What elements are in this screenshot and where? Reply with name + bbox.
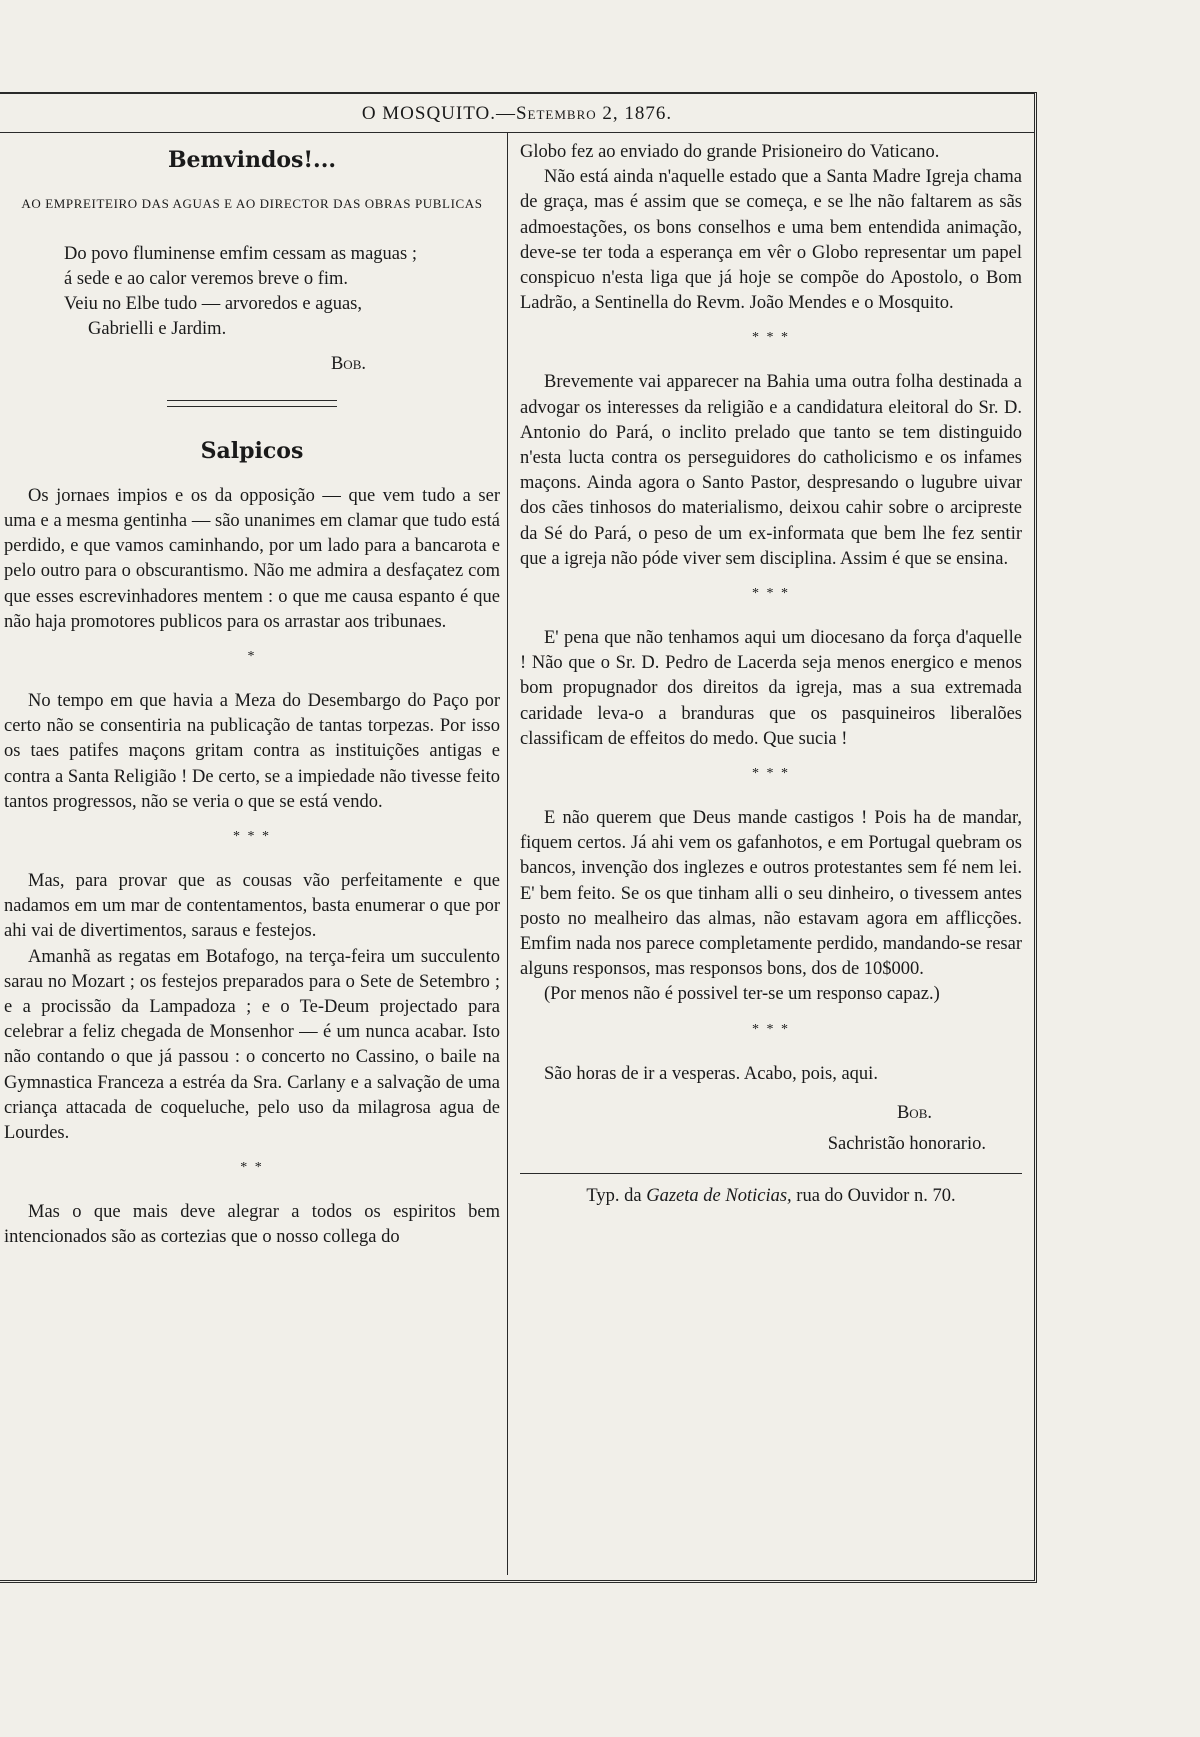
section-separator: * * * [233,829,271,845]
section-separator: * * [240,1160,264,1176]
section-separator: * * * [752,330,790,346]
paragraph: Amanhã as regatas em Botafogo, na terça-feira um succulento sarau no Mozart ; os festejos preparados para o Sete de Setembro ; e a procissão da Lampadoza ; e o Te-Deum projectado para celebrar a feliz chegada de Monsenhor — é um nunca acabar. Isto não contando o que já passou : o concerto no Cassino, o baile na Gymnastica Franceza a estréa da Sra. Carlany e a salvação de uma criança attacada de coqueluche, pelo uso da milagrosa agua de Lourdes. [4,946,500,1144]
column-divider [507,133,508,1575]
section-separator: * [247,649,257,665]
section-separator: * * * [752,1021,790,1037]
article-title-bemvindos: Bemvindos!... [167,147,337,173]
poem-line: Do povo fluminense emfim cessam as maguas ; [64,244,417,265]
paragraph: Brevemente vai apparecer na Bahia uma outra folha destinada a advogar os interesses da religião e a candidatura eleitoral do Sr. D. Antonio do Pará, o inclito prelado que tanto se tem distinguido n'esta lucta contra os perseguidores do catholicismo e os infames maçons. Ainda agora o Santo Pastor, despresando o lugubre uivar dos cães tinhosos do materialismo, deixou cahir sobre o arcipreste da Sé do Pará, o peso de um ex-informata que bem lhe fez sentir que a igreja não póde viver sem disciplina. Assim é que se ensina. [520,372,1022,569]
paragraph: (Por menos não é possivel ter-se um responso capaz.) [544,984,940,1005]
poem-line: Gabrielli e Jardim. [88,319,227,340]
right-column [520,140,1022,1210]
header-month: Setembro [515,103,597,124]
page-header [0,96,1034,133]
paragraph: Mas o que mais deve alegrar a todos os espiritos bem intencionados são as cortezias que o nosso collega do [4,1202,500,1248]
section-separator: * * * [752,586,790,602]
poem [4,242,500,342]
paragraph: Os jornaes impios e os da opposição — que vem tudo a ser uma e a mesma gentinha — são unanimes em clamar que tudo está perdido, e que vamos caminhando, por um lado para a bancarota e pelo outro para o obscurantismo. Não me admira a desfaçatez com que esses escrevinhadores mentem : o que me causa espanto é que não haja promotores publicos para os arrastar aos tribunaes. [4,485,500,632]
dedication-line: AO EMPREITEIRO DAS AGUAS E AO DIRECTOR DAS OBRAS PUBLICAS [21,196,483,212]
imprint-gazette: Gazeta de Noticias, [646,1186,792,1207]
section-separator: * * * [752,766,790,782]
paragraph: Não está ainda n'aquelle estado que a Santa Madre Igreja chama de graça, mas é assim que se começa, e se lhe não faltarem as sãs admoestações, os bons conselhos e uma bem entendida animação, deve-se ter toda a esperança em vêr o Globo representar um papel conspicuo n'esta liga que já hoje se compõe do Apostolo, o Bom Ladrão, a Sentinella do Revm. João Mendes e o Mosquito. [520,167,1022,314]
imprint-prefix: Typ. da [586,1186,642,1207]
paragraph: Mas, para provar que as cousas vão perfeitamente e que nadamos em um mar de contentamentos, basta enumerar o que por ahi vai de divertimentos, saraus e festejos. [4,871,500,942]
header-publication: O MOSQUITO.— [361,103,516,124]
left-column [4,140,500,1251]
poem-line: á sede e ao calor veremos breve o fim. [64,269,349,290]
imprint-address: rua do Ouvidor n. 70. [796,1186,956,1207]
signature-title: Sachristão honorario. [827,1134,986,1155]
paragraph: Globo fez ao enviado do grande Prisioneiro do Vaticano. [520,142,940,162]
poem-line: Veiu no Elbe tudo — arvoredos e aguas, [64,294,362,315]
paragraph: No tempo em que havia a Meza do Desembargo do Paço por certo não se consentiria na publicação de tantas torpezas. Por isso os taes patifes maçons gritam contra as instituições antigas e contra a Santa Religião ! De certo, se a impiedade não tivesse feito tantos progressos, não se veria o que se está vendo. [4,691,500,812]
double-rule-divider [167,400,337,407]
paragraph: E não querem que Deus mande castigos ! Pois ha de mandar, fiquem certos. Já ahi vem os gafanhotos, e em Portugal quebram os bancos, invenção dos inglezes e outros protestantes sem fé nem lei. E' bem feito. Se os que tinham alli o seu dinheiro, o tivessem antes posto no mealheiro das almas, não estavam agora em afflicções. Emfim nada nos parece completamente perdido, mandando-se resar alguns responsos, mas responsos bons, dos de 10$000. [520,808,1022,980]
paragraph: E' pena que não tenhamos aqui um diocesano da força d'aquelle ! Não que o Sr. D. Pedro de Lacerda seja menos energico e menos bom propugnador dos direitos da igreja, mas a sua extremada caridade leva-o a branduras que os pasquineiros liberalões classificam de effeitos do medo. Que sucia ! [520,628,1022,749]
signature-bob: Bob. [896,1102,932,1123]
printer-imprint [520,1173,1022,1209]
article-title-salpicos: Salpicos [200,437,304,464]
signature-bob: Bob. [330,354,366,375]
paragraph: São horas de ir a vesperas. Acabo, pois, aqui. [544,1063,878,1084]
header-date: 2, 1876. [602,103,673,124]
